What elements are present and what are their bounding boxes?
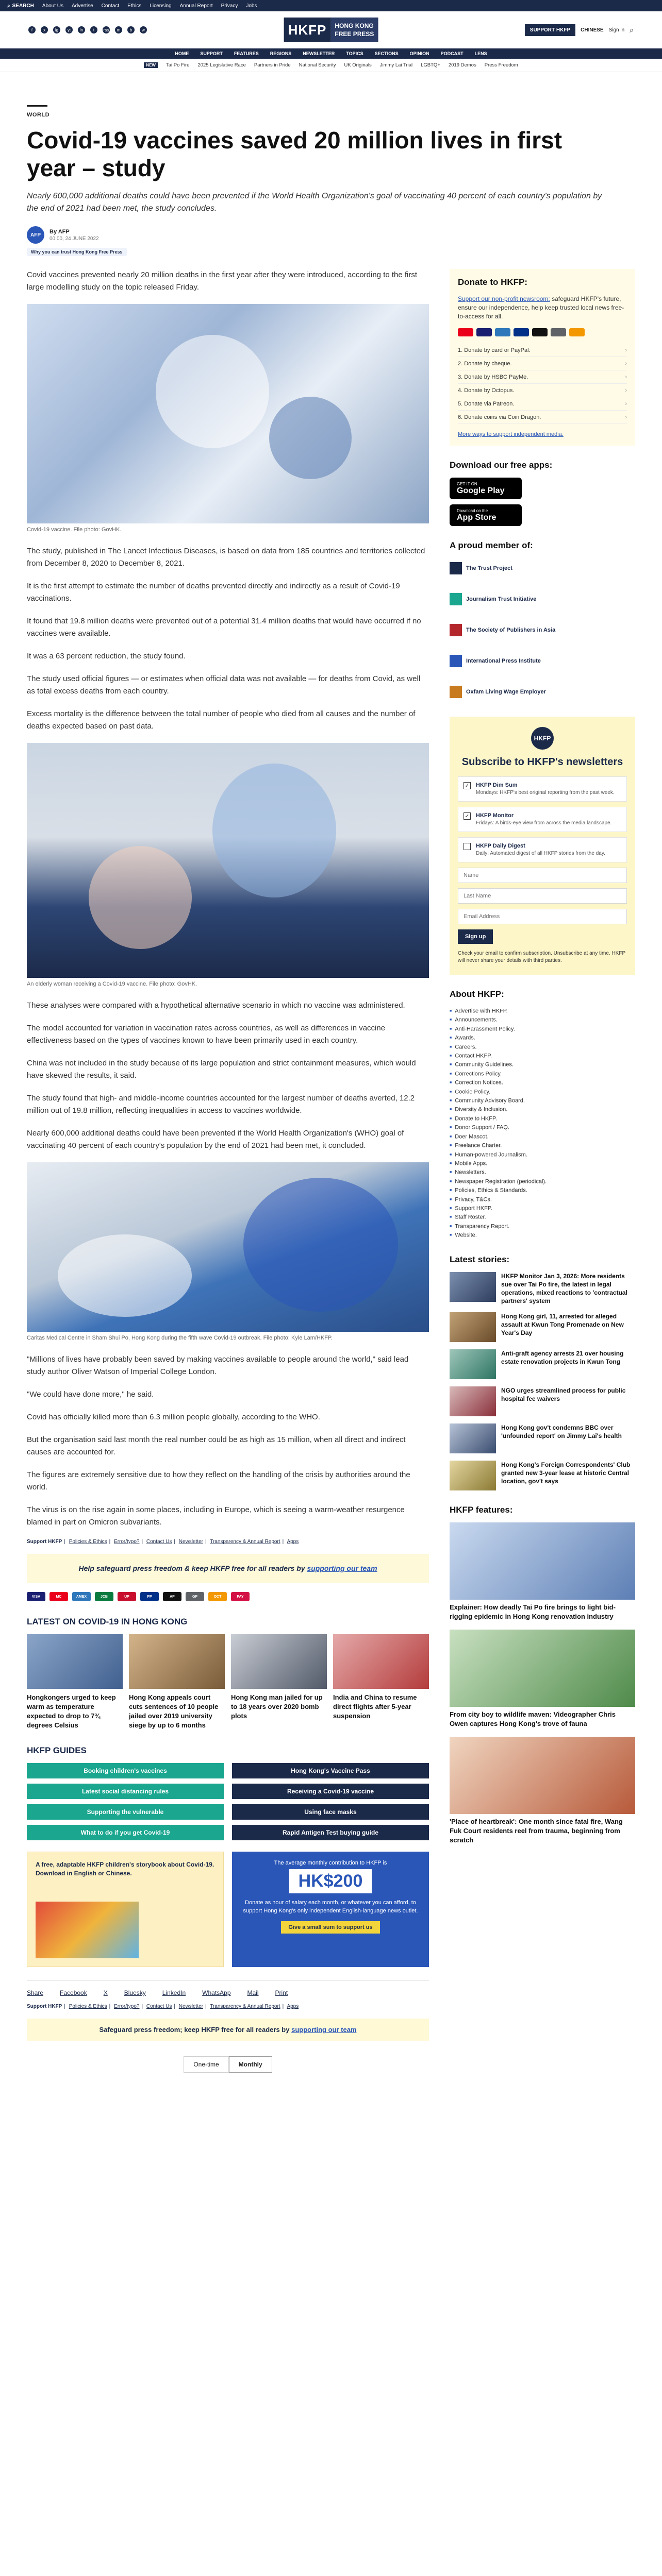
paragraph: It is the first attempt to estimate the number of deaths prevented directly and indirectly as a result of Covid-19 vaccinations.: [27, 582, 400, 603]
sopa-icon: [450, 624, 462, 636]
member-logo-jti[interactable]: Journalism Trust Initiative: [450, 589, 635, 609]
email-field[interactable]: [458, 909, 627, 924]
newsletter-widget: [450, 717, 635, 975]
donate-payment-icons: [458, 328, 627, 336]
latest-card[interactable]: [27, 1634, 123, 1730]
paragraph: Covid vaccines prevented nearly 20 million deaths in the first year after they were introduced, according to the first large modelling study on the topic released Friday.: [27, 270, 418, 292]
about-list: [450, 1007, 635, 1240]
google-pay-icon: GP: [186, 1592, 204, 1601]
ipi-icon: [450, 655, 462, 667]
tagline-link[interactable]: Newsletter: [178, 2004, 203, 2009]
about-link[interactable]: ■ Anti-Harassment Policy.: [450, 1025, 635, 1033]
trending-link[interactable]: 2019 Demos: [448, 62, 476, 68]
payment-methods: [27, 1592, 429, 1601]
about-link[interactable]: ■ Community Guidelines.: [450, 1060, 635, 1069]
site-header: [0, 11, 662, 48]
feature-item[interactable]: Explainer: How deadly Tai Po fire brings to light bid-rigging epidemic in Hong Kong renovation industry: [450, 1522, 635, 1621]
paragraph: The model accounted for variation in vaccination rates across countries, as well as differences in vaccine effectiveness based on the types of vaccines known to have been primarily used in each country.: [27, 1024, 386, 1045]
logo-mark: HKFP: [284, 18, 331, 42]
storybook-image: [36, 1902, 139, 1958]
trending-link[interactable]: UK Originals: [344, 62, 372, 68]
utility-bar: [0, 0, 662, 11]
publish-date: 00:00, 24 JUNE 2022: [49, 235, 99, 242]
new-badge: NEW: [144, 62, 158, 68]
page-container: [27, 72, 635, 2093]
instagram-icon[interactable]: ig: [53, 26, 60, 33]
tagline-link[interactable]: Contact Us: [146, 2004, 172, 2009]
latest-card[interactable]: [231, 1634, 327, 1730]
stories-title: Latest stories:: [450, 1254, 510, 1264]
story-item[interactable]: Hong Kong girl, 11, arrested for alleged assault at Kwun Tong Promenade on New Year's Day: [450, 1312, 635, 1342]
paypal-icon: PP: [140, 1592, 159, 1601]
member-logo-ipi[interactable]: International Press Institute: [450, 651, 635, 671]
guide-button[interactable]: Rapid Antigen Test buying guide: [232, 1825, 429, 1840]
logo-words: HONG KONG FREE PRESS: [330, 18, 378, 42]
contribution-label: The average monthly contribution to HKFP is: [274, 1860, 387, 1866]
content-columns: [27, 269, 635, 2093]
about-link[interactable]: ■ Advertise with HKFP.: [450, 1007, 635, 1015]
linkedin-icon[interactable]: in: [78, 26, 85, 33]
author-avatar[interactable]: AFP: [27, 226, 44, 244]
newsletter-title: Subscribe to HKFP's newsletters: [461, 756, 623, 768]
trending-link[interactable]: Jimmy Lai Trial: [379, 62, 413, 68]
share-linkedin[interactable]: LinkedIn: [162, 1989, 186, 1996]
apps-title: Download our free apps:: [450, 460, 553, 470]
tagline-link[interactable]: Transparency & Annual Report: [210, 2004, 280, 2009]
amex-icon: AMEX: [72, 1592, 91, 1601]
about-link[interactable]: ■ Newspaper Registration (periodical).: [450, 1177, 635, 1186]
paragraph: Nearly 600,000 additional deaths could have been prevented if the World Health Organization's (WHO) goal of vaccinating 40 percent of each country's population by the end of 2021 had been met, it concluded.: [27, 1129, 404, 1150]
about-link[interactable]: ■ Correction Notices.: [450, 1078, 635, 1087]
share-facebook[interactable]: Facebook: [60, 1989, 87, 1996]
story-thumb: [450, 1423, 496, 1453]
article-title: Covid-19 vaccines saved 20 million lives in first year – study: [27, 127, 562, 181]
member-logo-oxfam[interactable]: Oxfam Living Wage Employer: [450, 682, 635, 702]
jti-icon: [450, 593, 462, 605]
last-name-field[interactable]: [458, 888, 627, 904]
share-mail[interactable]: Mail: [247, 1989, 259, 1996]
amex-icon: [495, 328, 510, 336]
member-logo-sopa[interactable]: The Society of Publishers in Asia: [450, 620, 635, 640]
guide-button[interactable]: Booking children's vaccines: [27, 1763, 224, 1778]
signin-link[interactable]: Sign in: [608, 27, 625, 33]
topbar-link-jobs[interactable]: Jobs: [246, 3, 257, 9]
latest-covid-grid: [27, 1634, 429, 1730]
signup-button[interactable]: Sign up: [458, 929, 493, 944]
latest-thumb: [27, 1634, 123, 1689]
name-field[interactable]: [458, 868, 627, 883]
tagline-link[interactable]: Policies & Ethics: [69, 2004, 107, 2009]
about-link[interactable]: ■ Announcements.: [450, 1015, 635, 1024]
newsletter-note: Check your email to confirm subscription. Unsubscribe at any time. HKFP will never share your details with third parties.: [458, 951, 625, 963]
guides-grid: [27, 1763, 429, 1840]
latest-card[interactable]: [129, 1634, 225, 1730]
byline: [27, 226, 635, 244]
story-thumb: [450, 1312, 496, 1342]
chevron-right-icon: ›: [625, 374, 627, 380]
trust-link[interactable]: Why you can trust Hong Kong Free Press: [27, 248, 127, 256]
paragraph: China was not included in the study because of its large population and strict containment measures, which would have skewed the results, it said.: [27, 1059, 416, 1080]
donate-option[interactable]: 2. Donate by cheque. ›: [458, 357, 627, 370]
main-nav: [0, 48, 662, 59]
photo-caption: Covid-19 vaccine. File photo: GovHK.: [27, 527, 122, 533]
paragraph: The figures are extremely sensitive due to how they reflect on the handling of the crisis by authorities around the world.: [27, 1470, 410, 1492]
checkbox[interactable]: [464, 843, 471, 850]
vaccination-photo: [27, 743, 429, 978]
story-item[interactable]: Hong Kong gov't condemns BBC over 'unfounded report' on Jimmy Lai's health: [450, 1423, 635, 1453]
chevron-right-icon: ›: [625, 400, 627, 407]
storybook-promo[interactable]: [27, 1852, 224, 1967]
about-link[interactable]: ■ Newsletters.: [450, 1168, 635, 1177]
trending-link[interactable]: National Security: [299, 62, 336, 68]
latest-title: Hong Kong appeals court cuts sentences of 10 people jailed over 2019 university siege by up to 6 months: [129, 1693, 219, 1729]
visa-icon: [476, 328, 492, 336]
donate-option[interactable]: 5. Donate via Patreon. ›: [458, 397, 627, 411]
about-link[interactable]: ■ Transparency Report.: [450, 1222, 635, 1231]
share-bar: [27, 1980, 429, 1996]
trending-link[interactable]: LGBTQ+: [421, 62, 440, 68]
nav-features[interactable]: FEATURES: [234, 51, 259, 56]
article-lede: Nearly 600,000 additional deaths could have been prevented if the World Health Organization's goal of vaccinating 40 percent of each country's population by the end of 2021 had been met, the study concludes.: [27, 192, 602, 213]
donate-intro-link[interactable]: Support our non-profit newsroom:: [458, 295, 550, 302]
about-title: About HKFP:: [450, 989, 504, 999]
tagline-link[interactable]: Newsletter: [178, 1539, 203, 1545]
donate-option[interactable]: 3. Donate by HSBC PayMe. ›: [458, 370, 627, 384]
latest-stories-widget: [450, 1255, 635, 1490]
story-thumb: [450, 1461, 496, 1490]
photo-caption: Caritas Medical Centre in Sham Shui Po, Hong Kong during the fifth wave Covid-19 outbreak. File photo: Kyle Lam/HKFP.: [27, 1335, 333, 1341]
support-banner: Help safeguard press freedom & keep HKFP free for all readers by supporting our team: [27, 1554, 429, 1583]
guide-button[interactable]: Latest social distancing rules: [27, 1784, 224, 1799]
features-widget: [450, 1505, 635, 1845]
latest-covid-title: LATEST ON COVID-19 IN HONG KONG: [27, 1617, 188, 1626]
story-thumb: [450, 1349, 496, 1379]
paragraph: But the organisation said last month the real number could be as high as 15 million, when all direct and indirect causes are accounted for.: [27, 1435, 406, 1456]
member-logo-trust-project[interactable]: The Trust Project: [450, 558, 635, 579]
apple-pay-icon: AP: [163, 1592, 181, 1601]
header-search-icon[interactable]: ⌕: [630, 25, 634, 34]
tagline-link[interactable]: Error/typo?: [114, 1539, 140, 1545]
nav-lens[interactable]: LENS: [474, 51, 487, 56]
story-thumb: [450, 1272, 496, 1302]
guide-button[interactable]: What to do if you get Covid-19: [27, 1825, 224, 1840]
donate-intro: Support our non-profit newsroom: safeguard HKFP's future, ensure our independence, help keep trusted local news free-to-access for all.: [458, 295, 624, 320]
membership-widget: [450, 540, 635, 702]
topbar-link-ethics[interactable]: Ethics: [127, 3, 142, 9]
about-link[interactable]: ■ Awards.: [450, 1033, 635, 1042]
section-divider: [27, 105, 47, 107]
story-thumb: [450, 1386, 496, 1416]
support-team-link[interactable]: supporting our team: [307, 1564, 377, 1572]
about-link[interactable]: ■ Freelance Charter.: [450, 1141, 635, 1150]
x-icon[interactable]: x: [41, 26, 48, 33]
share-whatsapp[interactable]: WhatsApp: [202, 1989, 231, 1996]
support-hkfp-link[interactable]: Support HKFP: [27, 1539, 62, 1545]
contribution-promo: [232, 1852, 429, 1967]
latest-thumb: [333, 1634, 429, 1689]
chevron-right-icon: ›: [625, 347, 627, 353]
sidebar: [450, 269, 635, 2093]
feature-image: [450, 1522, 635, 1600]
telegram-icon[interactable]: t: [90, 26, 97, 33]
topbar-link-advertise[interactable]: Advertise: [71, 3, 93, 9]
topbar-link-annual-report[interactable]: Annual Report: [179, 3, 213, 9]
topbar-link-licensing[interactable]: Licensing: [150, 3, 172, 9]
story-item[interactable]: Hong Kong's Foreign Correspondents' Club granted new 3-year lease at historic Central location, gov't says: [450, 1461, 635, 1490]
about-link[interactable]: ■ Diversity & Inclusion.: [450, 1105, 635, 1114]
about-link[interactable]: ■ Donate to HKFP.: [450, 1114, 635, 1123]
trending-link[interactable]: 2025 Legislative Race: [197, 62, 246, 68]
guide-button[interactable]: Hong Kong's Vaccine Pass: [232, 1763, 429, 1778]
visa-icon: VISA: [27, 1592, 45, 1601]
nav-podcast[interactable]: PODCAST: [440, 51, 464, 56]
guide-button[interactable]: Supporting the vulnerable: [27, 1804, 224, 1820]
article-tagline: Support HKFP | Policies & Ethics | Error/typo? | Contact Us | Newsletter | Transparency & Annual Report | Apps: [27, 1539, 299, 1545]
google-pay-icon: [551, 328, 566, 336]
latest-thumb: [231, 1634, 327, 1689]
tagline-link[interactable]: Apps: [287, 1539, 299, 1545]
tagline-link[interactable]: Contact Us: [146, 1539, 172, 1545]
article-body: [27, 269, 429, 2093]
chevron-right-icon: ›: [625, 414, 627, 420]
about-link[interactable]: ■ Contact HKFP.: [450, 1052, 635, 1060]
bottom-support-link[interactable]: supporting our team: [291, 2026, 357, 2033]
paragraph: It was a 63 percent reduction, the study found.: [27, 652, 186, 660]
nav-sections[interactable]: SECTIONS: [374, 51, 399, 56]
whatsapp-icon[interactable]: w: [140, 26, 147, 33]
donate-option[interactable]: 1. Donate by card or PayPal. ›: [458, 344, 627, 357]
contribution-text: Donate as hour of salary each month, or whatever you can afford, to support Hong Kong's only independent English-language news outlet.: [243, 1900, 418, 1914]
trending-link[interactable]: Tai Po Fire: [166, 62, 190, 68]
newsletter-option[interactable]: ✓ HKFP Dim Sum Mondays: HKFP's best original reporting from the past week.: [458, 776, 627, 802]
story-item[interactable]: HKFP Monitor Jan 3, 2026: More residents sue over Tai Po fire, the latest in legal operations, mixed reactions to 'contractual partners' system: [450, 1272, 635, 1305]
oxfam-icon: [450, 686, 462, 698]
nav-home[interactable]: HOME: [175, 51, 189, 56]
tagline-link[interactable]: Apps: [287, 2004, 299, 2009]
donate-widget: [450, 269, 635, 446]
paragraph: These analyses were compared with a hypothetical alternative scenario in which no vaccine was administered.: [27, 1001, 405, 1010]
chevron-right-icon: ›: [625, 387, 627, 394]
paragraph: The study found that high- and middle-income countries accounted for the largest number of deaths averted, 12.2 million out of 19.8 million, reflecting inequalities in access to vaccines worldwide.: [27, 1094, 415, 1115]
nav-support[interactable]: SUPPORT: [200, 51, 223, 56]
trending-link[interactable]: Press Freedom: [484, 62, 518, 68]
paragraph: The virus is on the rise again in some places, including in Europe, which is seeing a warm-weather resurgence blamed in part on Omicron subvariants.: [27, 1505, 405, 1527]
about-link[interactable]: ■ Human-powered Journalism.: [450, 1150, 635, 1159]
support-hkfp-button[interactable]: SUPPORT HKFP: [525, 24, 575, 36]
topbar-link-about[interactable]: About Us: [42, 3, 63, 9]
feature-image: [450, 1737, 635, 1814]
google-play-button[interactable]: GET IT ON Google Play: [450, 478, 522, 499]
vaccine-photo: [27, 304, 429, 523]
newsletter-badge: HKFP: [531, 727, 554, 750]
freq-one-time[interactable]: One-time: [184, 2056, 228, 2073]
topbar-link-contact[interactable]: Contact: [101, 3, 120, 9]
byline-meta: [49, 229, 99, 242]
topbar-link-privacy[interactable]: Privacy: [221, 3, 238, 9]
member-title: A proud member of:: [450, 540, 533, 550]
rss-icon[interactable]: rss: [103, 26, 110, 33]
jcb-icon: JCB: [95, 1592, 113, 1601]
nav-regions[interactable]: REGIONS: [270, 51, 292, 56]
paragraph: The study used official figures — or estimates when official data was not available — for deaths from Covid, as well as total excess deaths from each country.: [27, 674, 421, 696]
author-name[interactable]: By AFP: [49, 228, 70, 235]
tagline-link[interactable]: Transparency & Annual Report: [210, 1539, 280, 1545]
facebook-icon[interactable]: f: [28, 26, 36, 33]
storybook-text: A free, adaptable HKFP children's storybook about Covid-19. Download in English or Chinese.: [36, 1861, 214, 1877]
about-link[interactable]: ■ Website.: [450, 1231, 635, 1240]
paragraph: "Millions of lives have probably been saved by making vaccines available to people around the world," said lead study author Oliver Watson of Imperial College London.: [27, 1355, 409, 1376]
checkbox-checked[interactable]: ✓: [464, 782, 471, 789]
paragraph: The study, published in The Lancet Infectious Diseases, is based on data from 185 countries and territories collected from December 8, 2020 to December 8, 2021.: [27, 547, 425, 568]
trending-nav: [0, 59, 662, 72]
photo-caption: An elderly woman receiving a Covid-19 vaccine. File photo: GovHK.: [27, 981, 197, 987]
apps-widget: [450, 460, 635, 526]
about-link[interactable]: ■ Community Advisory Board.: [450, 1096, 635, 1105]
hospital-photo: [27, 1162, 429, 1332]
mastercard-icon: MC: [49, 1592, 68, 1601]
mastodon-icon[interactable]: m: [115, 26, 122, 33]
octopus-icon: [569, 328, 585, 336]
story-item[interactable]: NGO urges streamlined process for public hospital fee waivers: [450, 1386, 635, 1416]
nav-opinion[interactable]: OPINION: [409, 51, 429, 56]
octopus-icon: OCT: [208, 1592, 227, 1601]
mastercard-icon: [458, 328, 473, 336]
promo-row: [27, 1852, 429, 1967]
newsletter-option[interactable]: ✓ HKFP Monitor Fridays: A birds-eye view from across the media landscape.: [458, 807, 627, 832]
more-ways-link[interactable]: More ways to support independent media.: [458, 431, 564, 437]
site-logo[interactable]: [284, 18, 378, 42]
article-header: [27, 72, 635, 256]
about-link[interactable]: ■ Donor Support / FAQ.: [450, 1123, 635, 1132]
share-label: Share: [27, 1989, 44, 1996]
feature-item[interactable]: From city boy to wildlife maven: Videographer Chris Owen captures Hong Kong's trove of fauna: [450, 1630, 635, 1728]
about-link[interactable]: ■ Doer Mascot.: [450, 1132, 635, 1141]
donate-option[interactable]: 6. Donate coins via Coin Dragon. ›: [458, 411, 627, 424]
paragraph: Excess mortality is the difference between the total number of people who died from all causes and the number of deaths expected based on past data.: [27, 709, 416, 731]
support-hkfp-link[interactable]: Support HKFP: [27, 2004, 62, 2009]
story-item[interactable]: Anti-graft agency arrests 21 over housing estate renovation projects in Kwun Tong: [450, 1349, 635, 1379]
about-link[interactable]: ■ Staff Roster.: [450, 1213, 635, 1222]
latest-title: Hong Kong man jailed for up to 18 years over 2020 bomb plots: [231, 1693, 323, 1720]
share-x[interactable]: X: [103, 1989, 108, 1996]
about-link[interactable]: ■ Support HKFP.: [450, 1204, 635, 1213]
latest-thumb: [129, 1634, 225, 1689]
donation-frequency: [27, 2056, 429, 2073]
freq-monthly[interactable]: Monthly: [229, 2056, 272, 2073]
donate-title: Donate to HKFP:: [458, 277, 528, 287]
header-actions: [525, 24, 634, 36]
youtube-icon[interactable]: yt: [65, 26, 73, 33]
unionpay-icon: UP: [118, 1592, 136, 1601]
share-print[interactable]: Print: [275, 1989, 288, 1996]
checkbox-checked[interactable]: ✓: [464, 812, 471, 820]
bluesky-icon[interactable]: b: [127, 26, 135, 33]
apple-pay-icon: [532, 328, 548, 336]
trust-project-icon: [450, 562, 462, 574]
tagline-link[interactable]: Policies & Ethics: [69, 1539, 107, 1545]
features-title: HKFP features:: [450, 1504, 513, 1515]
about-link[interactable]: ■ Careers.: [450, 1043, 635, 1052]
article-tagline-bottom: Support HKFP | Policies & Ethics | Error/typo? | Contact Us | Newsletter | Transparency & Annual Report | Apps: [27, 2004, 299, 2009]
feature-image: [450, 1630, 635, 1707]
search-icon: ⌕: [7, 3, 10, 9]
contribute-button[interactable]: Give a small sum to support us: [281, 1921, 379, 1934]
about-link[interactable]: ■ Policies, Ethics & Standards.: [450, 1186, 635, 1195]
nav-newsletter[interactable]: NEWSLETTER: [303, 51, 335, 56]
guides-title: HKFP GUIDES: [27, 1745, 87, 1755]
share-bluesky[interactable]: Bluesky: [124, 1989, 146, 1996]
about-link[interactable]: ■ Privacy, T&Cs.: [450, 1195, 635, 1204]
newsletter-option[interactable]: HKFP Daily Digest Daily: Automated digest of all HKFP stories from the day.: [458, 837, 627, 862]
paragraph: It found that 19.8 million deaths were prevented out of a potential 31.4 million deaths that would have occurred if no vaccines were available.: [27, 617, 421, 638]
contribution-amount: HK$200: [289, 1869, 372, 1893]
about-link[interactable]: ■ Mobile Apps.: [450, 1159, 635, 1168]
tagline-link[interactable]: Error/typo?: [114, 2004, 140, 2009]
nav-topics[interactable]: TOPICS: [346, 51, 363, 56]
feature-item[interactable]: 'Place of heartbreak': One month since fatal fire, Wang Fuk Court residents reel from trauma, beginning from scratch: [450, 1737, 635, 1845]
about-link[interactable]: ■ Cookie Policy.: [450, 1088, 635, 1096]
paragraph: Covid has officially killed more than 6.3 million people globally, according to the WHO.: [27, 1413, 320, 1421]
payme-icon: PAY: [231, 1592, 250, 1601]
bottom-support-banner: Safeguard press freedom; keep HKFP free for all readers by supporting our team: [27, 2019, 429, 2041]
paragraph: "We could have done more," he said.: [27, 1390, 154, 1399]
latest-title: Hongkongers urged to keep warm as temperature expected to drop to 7¾ degrees Celsius: [27, 1693, 116, 1729]
chinese-edition-link[interactable]: CHINESE: [581, 27, 604, 33]
paypal-icon: [514, 328, 529, 336]
topbar-search[interactable]: ⌕ SEARCH: [7, 3, 34, 9]
app-store-button[interactable]: Download on the App Store: [450, 504, 522, 526]
latest-card[interactable]: [333, 1634, 429, 1730]
guide-button[interactable]: Using face masks: [232, 1804, 429, 1820]
chevron-right-icon: ›: [625, 360, 627, 367]
trending-link[interactable]: Partners in Pride: [254, 62, 291, 68]
section-label[interactable]: WORLD: [27, 112, 50, 118]
donate-option[interactable]: 4. Donate by Octopus. ›: [458, 384, 627, 397]
latest-title: India and China to resume direct flights after 5-year suspension: [333, 1693, 417, 1720]
social-links: [28, 26, 147, 33]
guide-button[interactable]: Receiving a Covid-19 vaccine: [232, 1784, 429, 1799]
about-widget: [450, 989, 635, 1240]
about-link[interactable]: ■ Corrections Policy.: [450, 1070, 635, 1078]
